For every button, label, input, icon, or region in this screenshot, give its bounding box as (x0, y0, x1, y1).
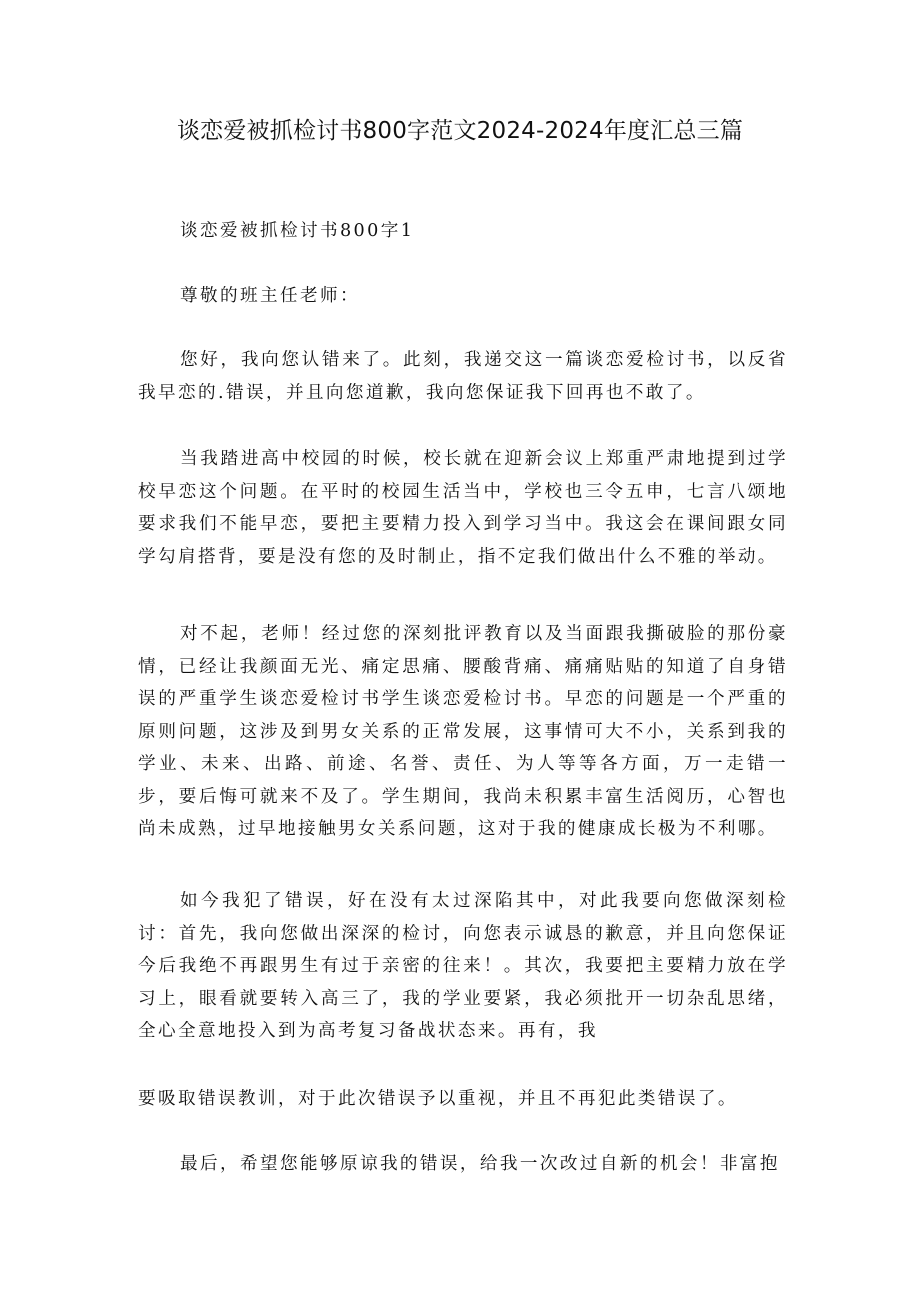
greeting: 尊敬的班主任老师： (180, 286, 360, 306)
paragraph-4-continuation: 要吸取错误教训，对于此次错误予以重视，并且不再犯此类错误了。 (138, 1089, 738, 1109)
paragraph-5: 最后，希望您能够原谅我的错误，给我一次改过自新的机会！非富抱 (180, 1154, 780, 1174)
paragraph-2: 当我踏进高中校园的时候，校长就在迎新会议上郑重严肃地提到过学校早恋这个问题。在平时的校园生活当中，学校也三令五申，七言八颂地要求我们不能早恋，要把主要精力投入到学习当中。我这会在课间跟女同学勾肩搭背，要是没有您的及时制止，指不定我们做出什么不雅的举动。 (138, 449, 788, 567)
paragraph-4: 如今我犯了错误，好在没有太过深陷其中，对此我要向您做深刻检讨：首先，我向您做出深深的检讨，向您表示诚恳的歉意，并且向您保证今后我绝不再跟男生有过于亲密的往来！。其次，我要把主要精力放在学习上，眼看就要转入高三了，我的学业要紧，我必须批开一切杂乱思绪，全心全意地投入到为高考复习备战状态来。再有，我 (138, 891, 788, 1041)
paragraph-3: 对不起，老师！经过您的深刻批评教育以及当面跟我撕破脸的那份豪情，已经让我颜面无光、痛定思痛、腰酸背痛、痛痛贴贴的知道了自身错误的严重学生谈恋爱检讨书学生谈恋爱检讨书。早恋的问题是一个严重的原则问题，这涉及到男女关系的正常发展，这事情可大不小，关系到我的学业、未来、出路、前途、名誉、责任、为人等等各方面，万一走错一步，要后悔可就来不及了。学生期间，我尚未积累丰富生活阅历，心智也尚未成熟，过早地接触男女关系问题，这对于我的健康成长极为不利哪。 (138, 624, 788, 839)
document-title: 谈恋爱被抓检讨书800字范文2024-2024年度汇总三篇 (176, 118, 744, 144)
paragraph-1: 您好，我向您认错来了。此刻，我递交这一篇谈恋爱检讨书，以反省我早恋的.错误，并且向您道歉，我向您保证我下回再也不敢了。 (138, 350, 788, 403)
section-heading: 谈恋爱被抓检讨书800字1 (180, 221, 415, 241)
